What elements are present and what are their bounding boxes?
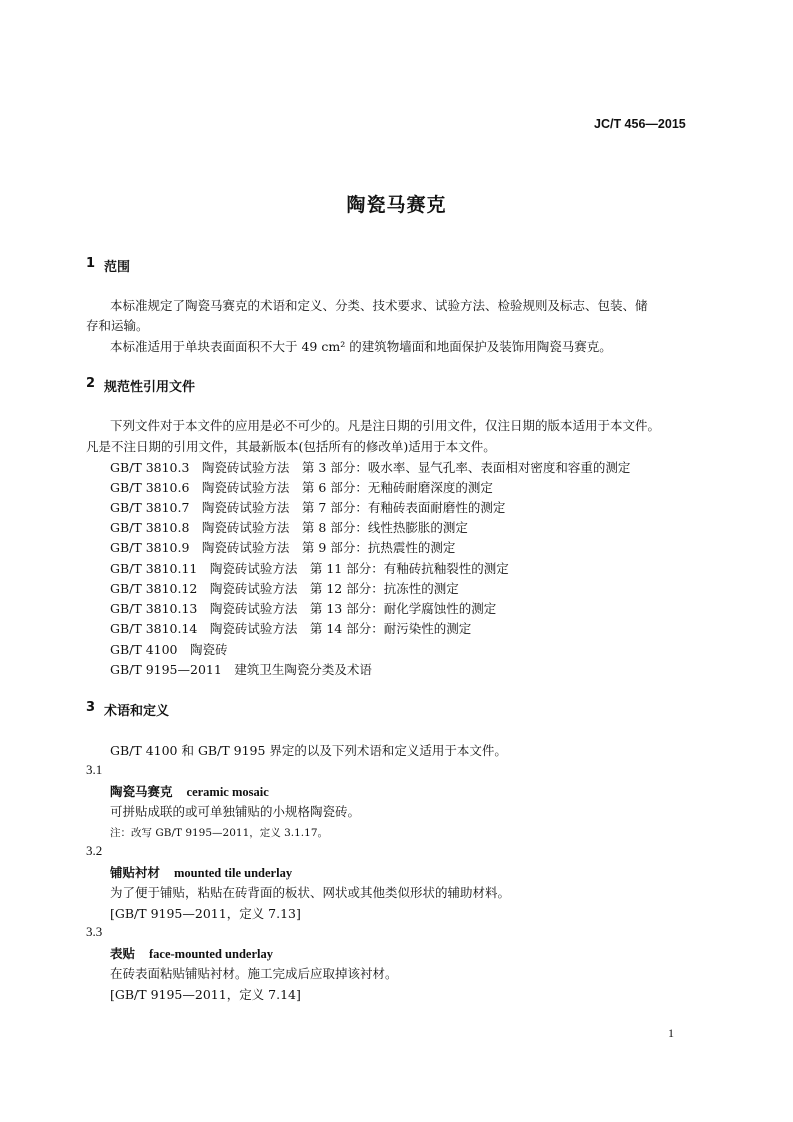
term-definition: 在砖表面粘贴铺贴衬材。施工完成后应取掉该衬材。 [110, 966, 398, 981]
reference-item: GB/T 3810.13 陶瓷砖试验方法 第 13 部分：耐化学腐蚀性的测定 [110, 601, 497, 616]
term-heading [110, 944, 273, 962]
term-english: ceramic mosaic [186, 785, 269, 799]
section-2-intro-line2: 凡是不注日期的引用文件，其最新版本(包括所有的修改单)适用于本文件。 [86, 439, 496, 454]
term-chinese: 陶瓷马赛克 [110, 784, 173, 799]
reference-item: GB/T 3810.6 陶瓷砖试验方法 第 6 部分：无釉砖耐磨深度的测定 [110, 480, 493, 495]
term-english: face-mounted underlay [149, 947, 273, 961]
reference-item: GB/T 3810.12 陶瓷砖试验方法 第 12 部分：抗冻性的测定 [110, 581, 459, 596]
term-source: [GB/T 9195—2011，定义 7.14] [110, 987, 301, 1002]
term-heading [110, 782, 269, 800]
section-2-number: 2 [86, 376, 96, 391]
term-definition: 为了便于铺贴，粘贴在砖背面的板状、网状或其他类似形状的辅助材料。 [110, 885, 511, 900]
section-2-title: 规范性引用文件 [104, 380, 196, 395]
reference-item: GB/T 3810.8 陶瓷砖试验方法 第 8 部分：线性热膨胀的测定 [110, 520, 468, 535]
section-3-title: 术语和定义 [104, 704, 170, 719]
reference-item: GB/T 3810.7 陶瓷砖试验方法 第 7 部分：有釉砖表面耐磨性的测定 [110, 500, 506, 515]
term-source: [GB/T 9195—2011，定义 7.13] [110, 906, 301, 921]
section-1-para2: 本标准适用于单块表面面积不大于 49 cm² 的建筑物墙面和地面保护及装饰用陶瓷马赛克。 [110, 339, 612, 354]
reference-item: GB/T 3810.9 陶瓷砖试验方法 第 9 部分：抗热震性的测定 [110, 540, 456, 555]
section-2-intro-line1: 下列文件对于本文件的应用是必不可少的。凡是注日期的引用文件，仅注日期的版本适用于本文件。 [110, 418, 661, 433]
section-3-intro: GB/T 4100 和 GB/T 9195 界定的以及下列术语和定义适用于本文件。 [110, 743, 507, 758]
term-chinese: 铺贴衬材 [110, 865, 161, 880]
document-title: 陶瓷马赛克 [346, 194, 447, 216]
section-1-title: 范围 [104, 260, 131, 275]
reference-item: GB/T 9195—2011 建筑卫生陶瓷分类及术语 [110, 662, 372, 677]
section-3-number: 3 [86, 700, 96, 715]
term-heading [110, 863, 292, 881]
reference-item: GB/T 3810.14 陶瓷砖试验方法 第 14 部分：耐污染性的测定 [110, 621, 472, 636]
page-number: 1 [668, 1026, 674, 1040]
standard-code: JC/T 456—2015 [594, 117, 686, 131]
term-chinese: 表贴 [110, 946, 136, 961]
section-1-number: 1 [86, 256, 96, 271]
term-english: mounted tile underlay [174, 866, 293, 880]
term-note: 注：改写 GB/T 9195—2011，定义 3.1.17。 [110, 827, 328, 839]
term-number: 3.1 [86, 762, 103, 777]
section-1-para1-line1: 本标准规定了陶瓷马赛克的术语和定义、分类、技术要求、试验方法、检验规则及标志、包装、储 [110, 298, 648, 313]
section-1-para1-line2: 存和运输。 [86, 318, 149, 333]
term-number: 3.2 [86, 843, 103, 858]
reference-item: GB/T 3810.11 陶瓷砖试验方法 第 11 部分：有釉砖抗釉裂性的测定 [110, 561, 509, 576]
reference-item: GB/T 3810.3 陶瓷砖试验方法 第 3 部分：吸水率、显气孔率、表面相对密度和容重的测定 [110, 460, 631, 475]
term-definition: 可拼贴成联的或可单独铺贴的小规格陶瓷砖。 [110, 804, 361, 819]
reference-item: GB/T 4100 陶瓷砖 [110, 642, 228, 657]
term-number: 3.3 [86, 924, 103, 939]
